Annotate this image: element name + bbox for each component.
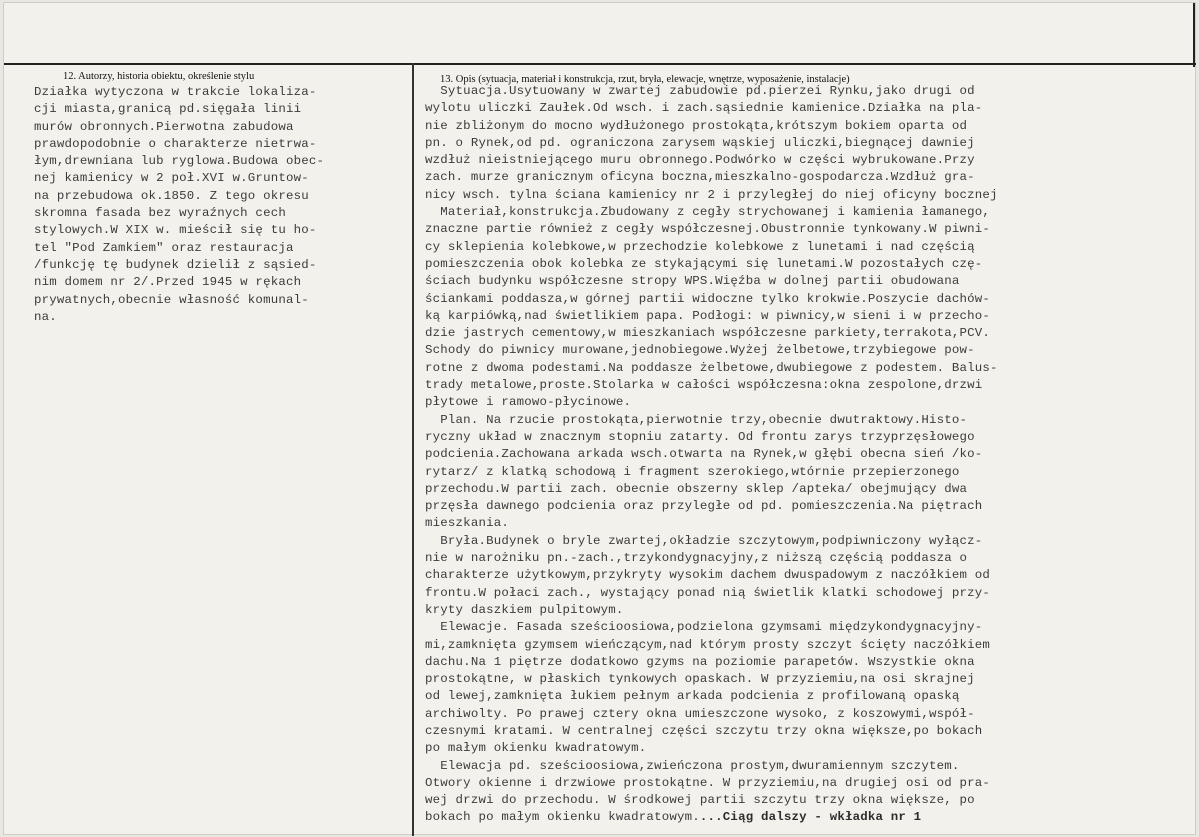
typed-line: Plan. Na rzucie prostokąta,pierwotnie trzy,obecnie dwutraktowy.Histo-: [425, 412, 968, 427]
typed-line: nej kamienicy w 2 poł.XVI w.Gruntow-: [34, 171, 309, 186]
typed-line: stylowych.W XIX w. mieścił się tu ho-: [34, 223, 317, 238]
typed-line: prawdopodobnie o charakterze nietrwa-: [34, 136, 317, 151]
inventory-card: [3, 2, 1196, 835]
typed-line: skromna fasada bez wyraźnych cech: [34, 206, 286, 221]
typed-line: pomieszczenia obok kolebka ze stykającymi się lunetami.W pozostałych czę-: [425, 256, 983, 271]
typed-line: wzdłuż nieistniejącego muru obronnego.Podwórko w części wybrukowane.Przy: [425, 153, 975, 168]
typed-line: znaczne partie również z cegły współczesnej.Obustronnie tynkowany.W piwni-: [425, 222, 991, 237]
typed-line: wylotu uliczki Zaułek.Od wsch. i zach.sąsiednie kamienice.Działka na pla-: [425, 101, 983, 116]
typed-line: ściach budynku współczesne stropy WPS.Więźba w dolnej partii obudowana: [425, 274, 960, 289]
card-top-frame: [4, 3, 1196, 65]
typed-line: ściankami poddasza,w górnej partii widoczne tylko krokwie.Poszycie dachów-: [425, 291, 991, 306]
typed-line: rotne z dwoma podestami.Na poddasze żelbetowe,dwubiegowe z podestem. Balus-: [425, 360, 998, 375]
section-13-heading: 13. Opis (sytuacja, materiał i konstrukcja, rzut, bryła, elewacje, wnętrze, wyposażenie, instalacje): [440, 74, 850, 85]
typed-line: podcienia.Zachowana arkada wsch.otwarta na Rynek,w głębi obecna sień /ko-: [425, 447, 983, 462]
typed-line: nie zbliżonym do mocno wydłużonego prostokąta,krótszym bokiem oparta od: [425, 118, 968, 133]
typed-line: Elewacje. Fasada sześcioosiowa,podzielona gzymsami międzykondygnacyjny-: [425, 620, 983, 635]
typed-line: ryczny układ w znacznym stopniu zatarty. Od frontu zarys trzyprzęsłowego: [425, 429, 975, 444]
typed-line: ką karpiówką,nad świetlikiem papa. Podłogi: w piwnicy,w sieni i w przecho-: [425, 308, 991, 323]
typed-line: /funkcję tę budynek dzielił z sąsied-: [34, 257, 317, 272]
section-12-heading: 12. Autorzy, historia obiektu, określenie stylu: [63, 71, 255, 82]
typed-line: nicy wsch. tylna ściana kamienicy nr 2 i przyległej do niej oficyny bocznej: [425, 187, 998, 202]
section-13-text: [425, 83, 998, 827]
typed-line: nim domem nr 2/.Przed 1945 w rękach: [34, 275, 302, 290]
continuation-note: ...Ciąg dalszy - wkładka nr 1: [699, 810, 922, 825]
typed-line: pn. o Rynek,od pd. ograniczona zarysem wąskiej uliczki,biegnącej dawniej: [425, 135, 975, 150]
typed-line: prostokątne, w płaskich tynkowych opaskach. W przyziemiu,na osi skrajnej: [425, 672, 975, 687]
typed-line: archiwolty. Po prawej cztery okna umieszczone wysoko, z koszowymi,współ-: [425, 706, 975, 721]
typed-line: Bryła.Budynek o bryle zwartej,okładzie szczytowym,podpiwniczony wyłącz-: [425, 533, 983, 548]
typed-line: od lewej,zamknięta łukiem pełnym arkada podcienia z profilowaną opaską: [425, 689, 960, 704]
card-right-frame: [1193, 3, 1195, 67]
typed-line: płytowe i ramowo-płycinowe.: [425, 395, 632, 410]
typed-line: tel "Pod Zamkiem" oraz restauracja: [34, 240, 294, 255]
typed-line: bokach po małym okienku kwadratowym.: [425, 810, 700, 825]
typed-line: wej drzwi do przechodu. W środkowej partii szczytu trzy okna większe, po: [425, 793, 975, 808]
typed-line: Otwory okienne i drzwiowe prostokątne. W przyziemiu,na drugiej osi od pra-: [425, 775, 991, 790]
typed-line: Elewacja pd. sześcioosiowa,zwieńczona prostym,dwuramiennym szczytem.: [425, 758, 960, 773]
typed-line: trady metalowe,proste.Stolarka w całości współczesna:okna zespolone,drzwi: [425, 378, 983, 393]
typed-line: rytarz/ z klatką schodową i fragment szerokiego,wtórnie przepierzonego: [425, 464, 960, 479]
typed-line: po małym okienku kwadratowym.: [425, 741, 647, 756]
typed-line: zach. murze granicznym oficyna boczna,mieszkalno-gospodarcza.Wzdłuż gra-: [425, 170, 975, 185]
typed-line: nie w narożniku pn.-zach.,trzykondygnacyjny,z niższą częścią poddasza o: [425, 551, 968, 566]
typed-line: mieszkania.: [425, 516, 509, 531]
typed-line: frontu.W połaci zach., wystający ponad nią świetlik klatki schodowej przy-: [425, 585, 991, 600]
typed-line: Materiał,konstrukcja.Zbudowany z cegły strychowanej i kamienia łamanego,: [425, 205, 991, 220]
typed-line: Działka wytyczona w trakcie lokaliza-: [34, 85, 317, 99]
typed-line: na.: [34, 309, 57, 324]
section-12-text: [34, 84, 324, 326]
typed-line: przęsła dawnego podcienia oraz przyległe od pd. pomieszczenia.Na piętrach: [425, 499, 983, 514]
typed-line: murów obronnych.Pierwotna zabudowa: [34, 119, 294, 134]
typed-line: Schody do piwnicy murowane,jednobiegowe.Wyżej żelbetowe,trzybiegowe pow-: [425, 343, 975, 358]
typed-line: prywatnych,obecnie własność komunal-: [34, 292, 309, 307]
typed-line: charakterze użytkowym,przykryty wysokim dachem dwuspadowym z naczółkiem od: [425, 568, 991, 583]
typed-line: mi,zamknięta gzymsem wieńczącym,nad którym prosty szczyt ścięty naczółkiem: [425, 637, 991, 652]
typed-line: przechodu.W partii zach. obecnie obszerny sklep /apteka/ obejmujący dwa: [425, 481, 968, 496]
typed-line: łym,drewniana lub ryglowa.Budowa obec-: [34, 154, 325, 169]
typed-line: czesnymi kratami. W centralnej części szczytu trzy okna większe,po bokach: [425, 723, 983, 738]
typed-line: cy sklepienia kolebkowe,w przechodzie kolebkowe z lunetami i nad częścią: [425, 239, 975, 254]
column-divider: [412, 63, 414, 836]
typed-line: cji miasta,granicą pd.sięgała linii: [34, 102, 302, 117]
typed-line: dzie jastrych cementowy,w mieszkaniach współczesne parkiety,terrakota,PCV.: [425, 326, 991, 341]
typed-line: Sytuacja.Usytuowany w zwartej zabudowie pd.pierzei Rynku,jako drugi od: [425, 84, 975, 98]
typed-line: dachu.Na 1 piętrze dodatkowo gzyms na poziomie parapetów. Wszystkie okna: [425, 654, 975, 669]
typed-line: na przebudowa ok.1850. Z tego okresu: [34, 188, 309, 203]
typed-line: kryty daszkiem pulpitowym.: [425, 602, 624, 617]
